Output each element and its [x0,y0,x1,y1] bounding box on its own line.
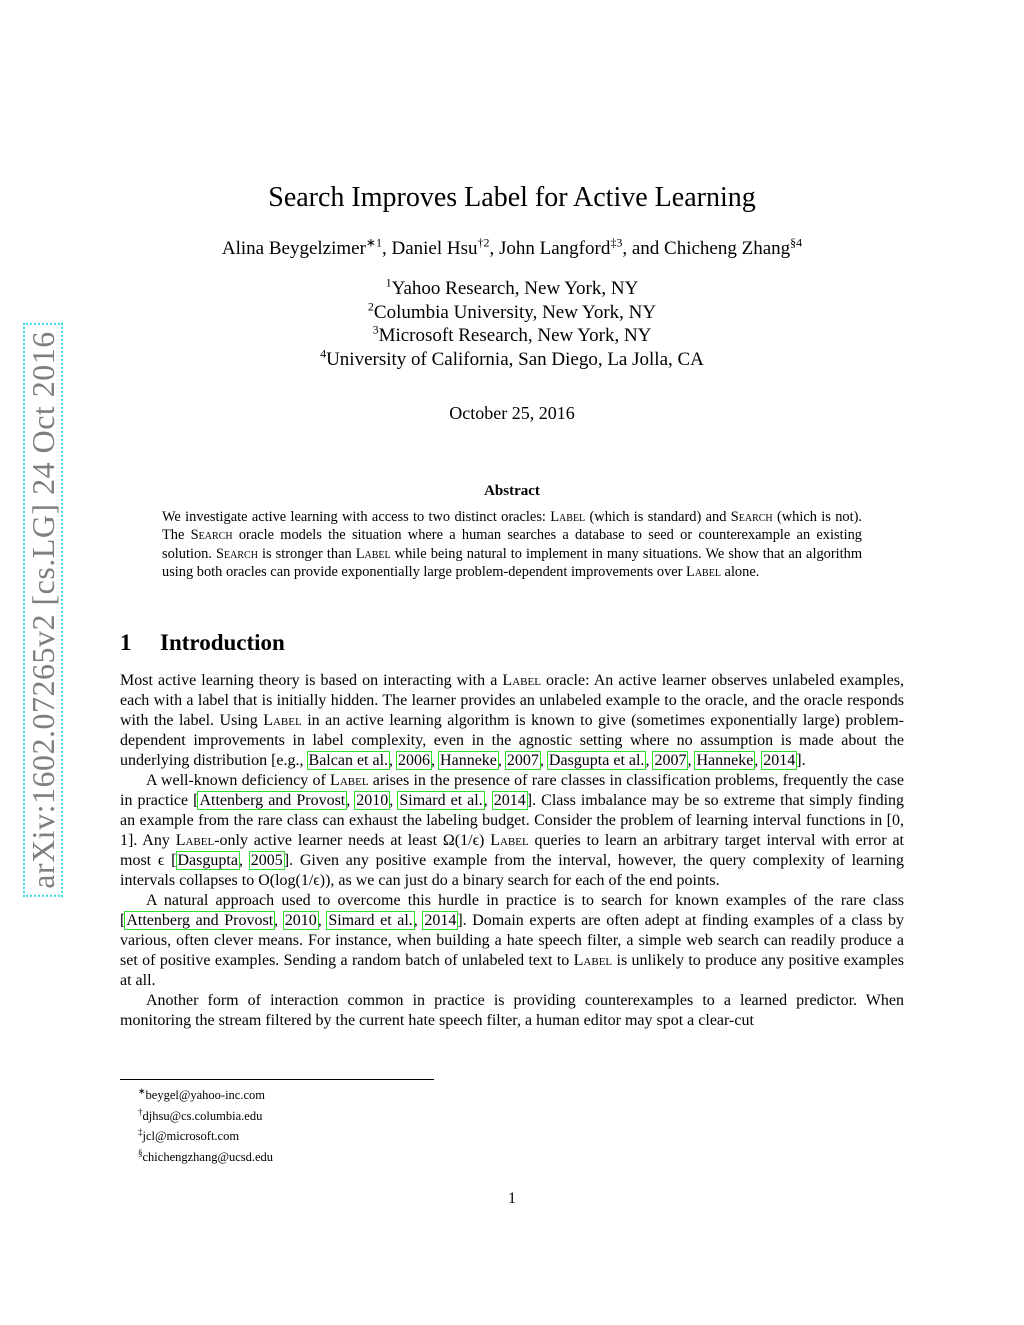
affiliation-text: Columbia University, New York, NY [373,301,657,323]
citation-separator: , [238,852,250,869]
paragraph-text: in an active learning algorithm is known to give (sometimes exponentially large) problem-dependent improvements in label complexity, even in the agnostic setting where no assumption is made about the underlying distribution [e.g., [120,712,905,769]
author-mark: §4 [790,235,803,250]
footnote-mark: ∗ [138,1086,146,1096]
footnote-email: chichengzhang@ucsd.edu [142,1150,274,1165]
paragraph-text: is unlikely to produce any positive examples at all. [120,952,904,989]
abstract-body [162,508,862,581]
paragraph: Another form of interaction common in practice is providing counterexamples to a learned predictor. When monitoring the stream filtered by the current hate speech filter, a human editor may spot a clear-cut [120,992,904,1029]
paragraph-text: ]. Class imbalance may be so extreme that simply finding an example from the rare class can exhaust the labeling budget. Consider the problem of learning interval functions in [0, 1]. Any [120,792,905,849]
citation-year-link[interactable]: 2005 [250,852,283,869]
page-number: 1 [508,1190,516,1207]
affiliation-text: University of California, San Diego, La Jolla, CA [326,348,704,370]
paragraph-text: -only active learner needs at least Ω(1/ϵ) [214,832,491,849]
paragraph [120,891,904,991]
footnote-email: beygel@yahoo-inc.com [145,1088,266,1103]
affiliation-number: 3 [372,322,379,337]
affiliation-text: Yahoo Research, New York, NY [391,278,639,299]
affiliation [0,348,1024,372]
affiliation-number: 2 [367,299,374,314]
paragraph-text: ]. [796,752,806,769]
label-oracle-term: Label [175,832,215,849]
abstract-text: is stronger than [257,545,356,562]
citation-separator: , [483,792,493,809]
arxiv-identifier-stamp[interactable]: arXiv:1602.07265v2 [cs.LG] 24 Oct 2016 [23,323,63,897]
author-name: Daniel Hsu [391,238,478,259]
footnote [138,1145,638,1166]
footnote-divider [120,1079,434,1080]
paragraph [120,671,904,771]
abstract-text: (which is standard) and [585,509,731,525]
label-oracle-term: Label [573,952,613,969]
citation-separator: , [389,792,399,809]
citation-year-link[interactable]: 2014 [763,752,796,769]
abstract-heading: Abstract [484,483,540,499]
paper-date: October 25, 2016 [449,403,575,423]
citation-year-link[interactable]: 2007 [506,752,539,769]
paragraph-text: A well-known deficiency of [146,772,331,789]
citation-link[interactable]: Simard et al. [399,792,483,809]
citation-year-link[interactable]: 2014 [424,912,457,929]
footnote [138,1083,638,1104]
citation-year-link[interactable]: 2010 [284,912,317,929]
author-list [0,236,1024,262]
label-oracle-term: Label [355,545,391,562]
citation-year-link[interactable]: 2007 [654,752,687,769]
affiliation-list [0,277,1024,371]
paragraph-text: ]. Given any positive example from the interval, however, the query complexity of learning intervals collapses to O(log(1/ϵ)), as we can just do a binary search for each of the end points. [120,852,905,889]
citation-separator: , [389,752,398,769]
footnote [138,1124,638,1145]
affiliation [0,277,1024,301]
search-oracle-term: Search [730,509,773,525]
citation-link[interactable]: Dasgupta et al. [548,752,645,769]
abstract-text: We investigate active learning with access to two distinct oracles: [162,509,551,525]
search-oracle-term: Search [190,527,233,544]
citation-year-link[interactable]: 2006 [398,752,431,769]
section-heading [120,628,904,658]
affiliation [0,301,1024,325]
citation-separator: , [539,752,548,769]
citation-separator: , [431,752,440,769]
footnote-email: djhsu@cs.columbia.edu [142,1108,263,1123]
abstract-text: while being natural to implement in many situations. We show that an algorithm using both oracles can provide exponentially large problem-dependent improvements over [162,545,863,580]
author-name: John Langford [498,238,611,259]
author-separator: , and [622,238,665,259]
paragraph-text: Most active learning theory is based on interacting with a [120,672,503,689]
author-separator: , [381,238,392,259]
label-oracle-term: Label [502,672,541,689]
author-separator: , [489,238,499,259]
citation-separator: , [413,912,424,929]
abstract-text: (which is not). The [162,509,862,544]
label-oracle-term: Label [330,772,369,789]
introduction-body [120,671,904,1031]
citation-link[interactable]: Hanneke [696,752,754,769]
citation-link[interactable]: Hanneke [440,752,497,769]
footnote-mark: § [138,1147,143,1158]
author-name: Alina Beygelzimer [221,238,366,259]
paper-title: Search Improves Label for Active Learning [268,182,756,213]
paragraph-text: ]. Domain experts are often adept at finding examples of a class by various, often clever means. For instance, when building a hate speech filter, a simple web search can readily produce a set of positive examples. Sending a random batch of unlabeled text to [120,912,905,969]
paragraph-text: arises in the presence of rare classes in classification problems, frequently the case in practice [ [120,772,904,809]
section-number: 1 [120,630,132,655]
search-oracle-term: Search [216,545,258,562]
author-name: Chicheng Zhang [664,238,791,259]
label-oracle-term: Label [263,712,302,729]
citation-separator: , [317,912,328,929]
citation-separator: , [346,792,356,809]
author-mark: ∗1 [365,235,382,250]
affiliation-number: 4 [320,346,327,361]
affiliation-text: Microsoft Research, New York, NY [378,325,652,346]
author-mark: †2 [477,235,490,250]
citation-link[interactable]: Attenberg and Provost [199,792,346,809]
affiliation-number: 1 [385,275,392,290]
footnote [138,1104,638,1125]
citation-link[interactable]: Attenberg and Provost [126,912,274,929]
paragraph-text: oracle: An active learner observes unlabeled examples, each with a label that is initially hidden. The learner provides an unlabeled example to the oracle, and the oracle responds with the label. Using [120,672,904,729]
footnote-mark: ‡ [138,1127,143,1138]
citation-separator: , [687,752,696,769]
footnote-mark: † [138,1106,143,1117]
citation-separator: , [645,752,654,769]
label-oracle-term: Label [550,509,586,525]
citation-separator: , [497,752,506,769]
abstract-text: oracle models the situation where a human searches a database to seed or counterexample an existing solution. [162,527,862,562]
citation-year-link[interactable]: 2014 [493,792,526,809]
paragraph-text: queries to learn an arbitrary target interval with error at most ϵ [ [120,832,905,869]
citation-separator: , [754,752,763,769]
citation-year-link[interactable]: 2010 [356,792,389,809]
footnote-list [138,1083,638,1166]
paragraph-text: A natural approach used to overcome this hurdle in practice is to search for known examples of the rare class [ [120,892,904,929]
abstract-text: alone. [720,563,760,580]
section-title: Introduction [160,630,285,655]
paragraph [120,771,904,891]
label-oracle-term: Label [490,832,529,849]
citation-link[interactable]: Simard et al. [328,912,413,929]
citation-link[interactable]: Dasgupta [177,852,238,869]
footnote-email: jcl@microsoft.com [142,1129,240,1144]
citation-separator: , [274,912,284,929]
citation-link[interactable]: Balcan et al. [308,752,389,769]
author-mark: ‡3 [610,235,623,250]
label-oracle-term: Label [686,563,721,580]
affiliation [0,324,1024,348]
